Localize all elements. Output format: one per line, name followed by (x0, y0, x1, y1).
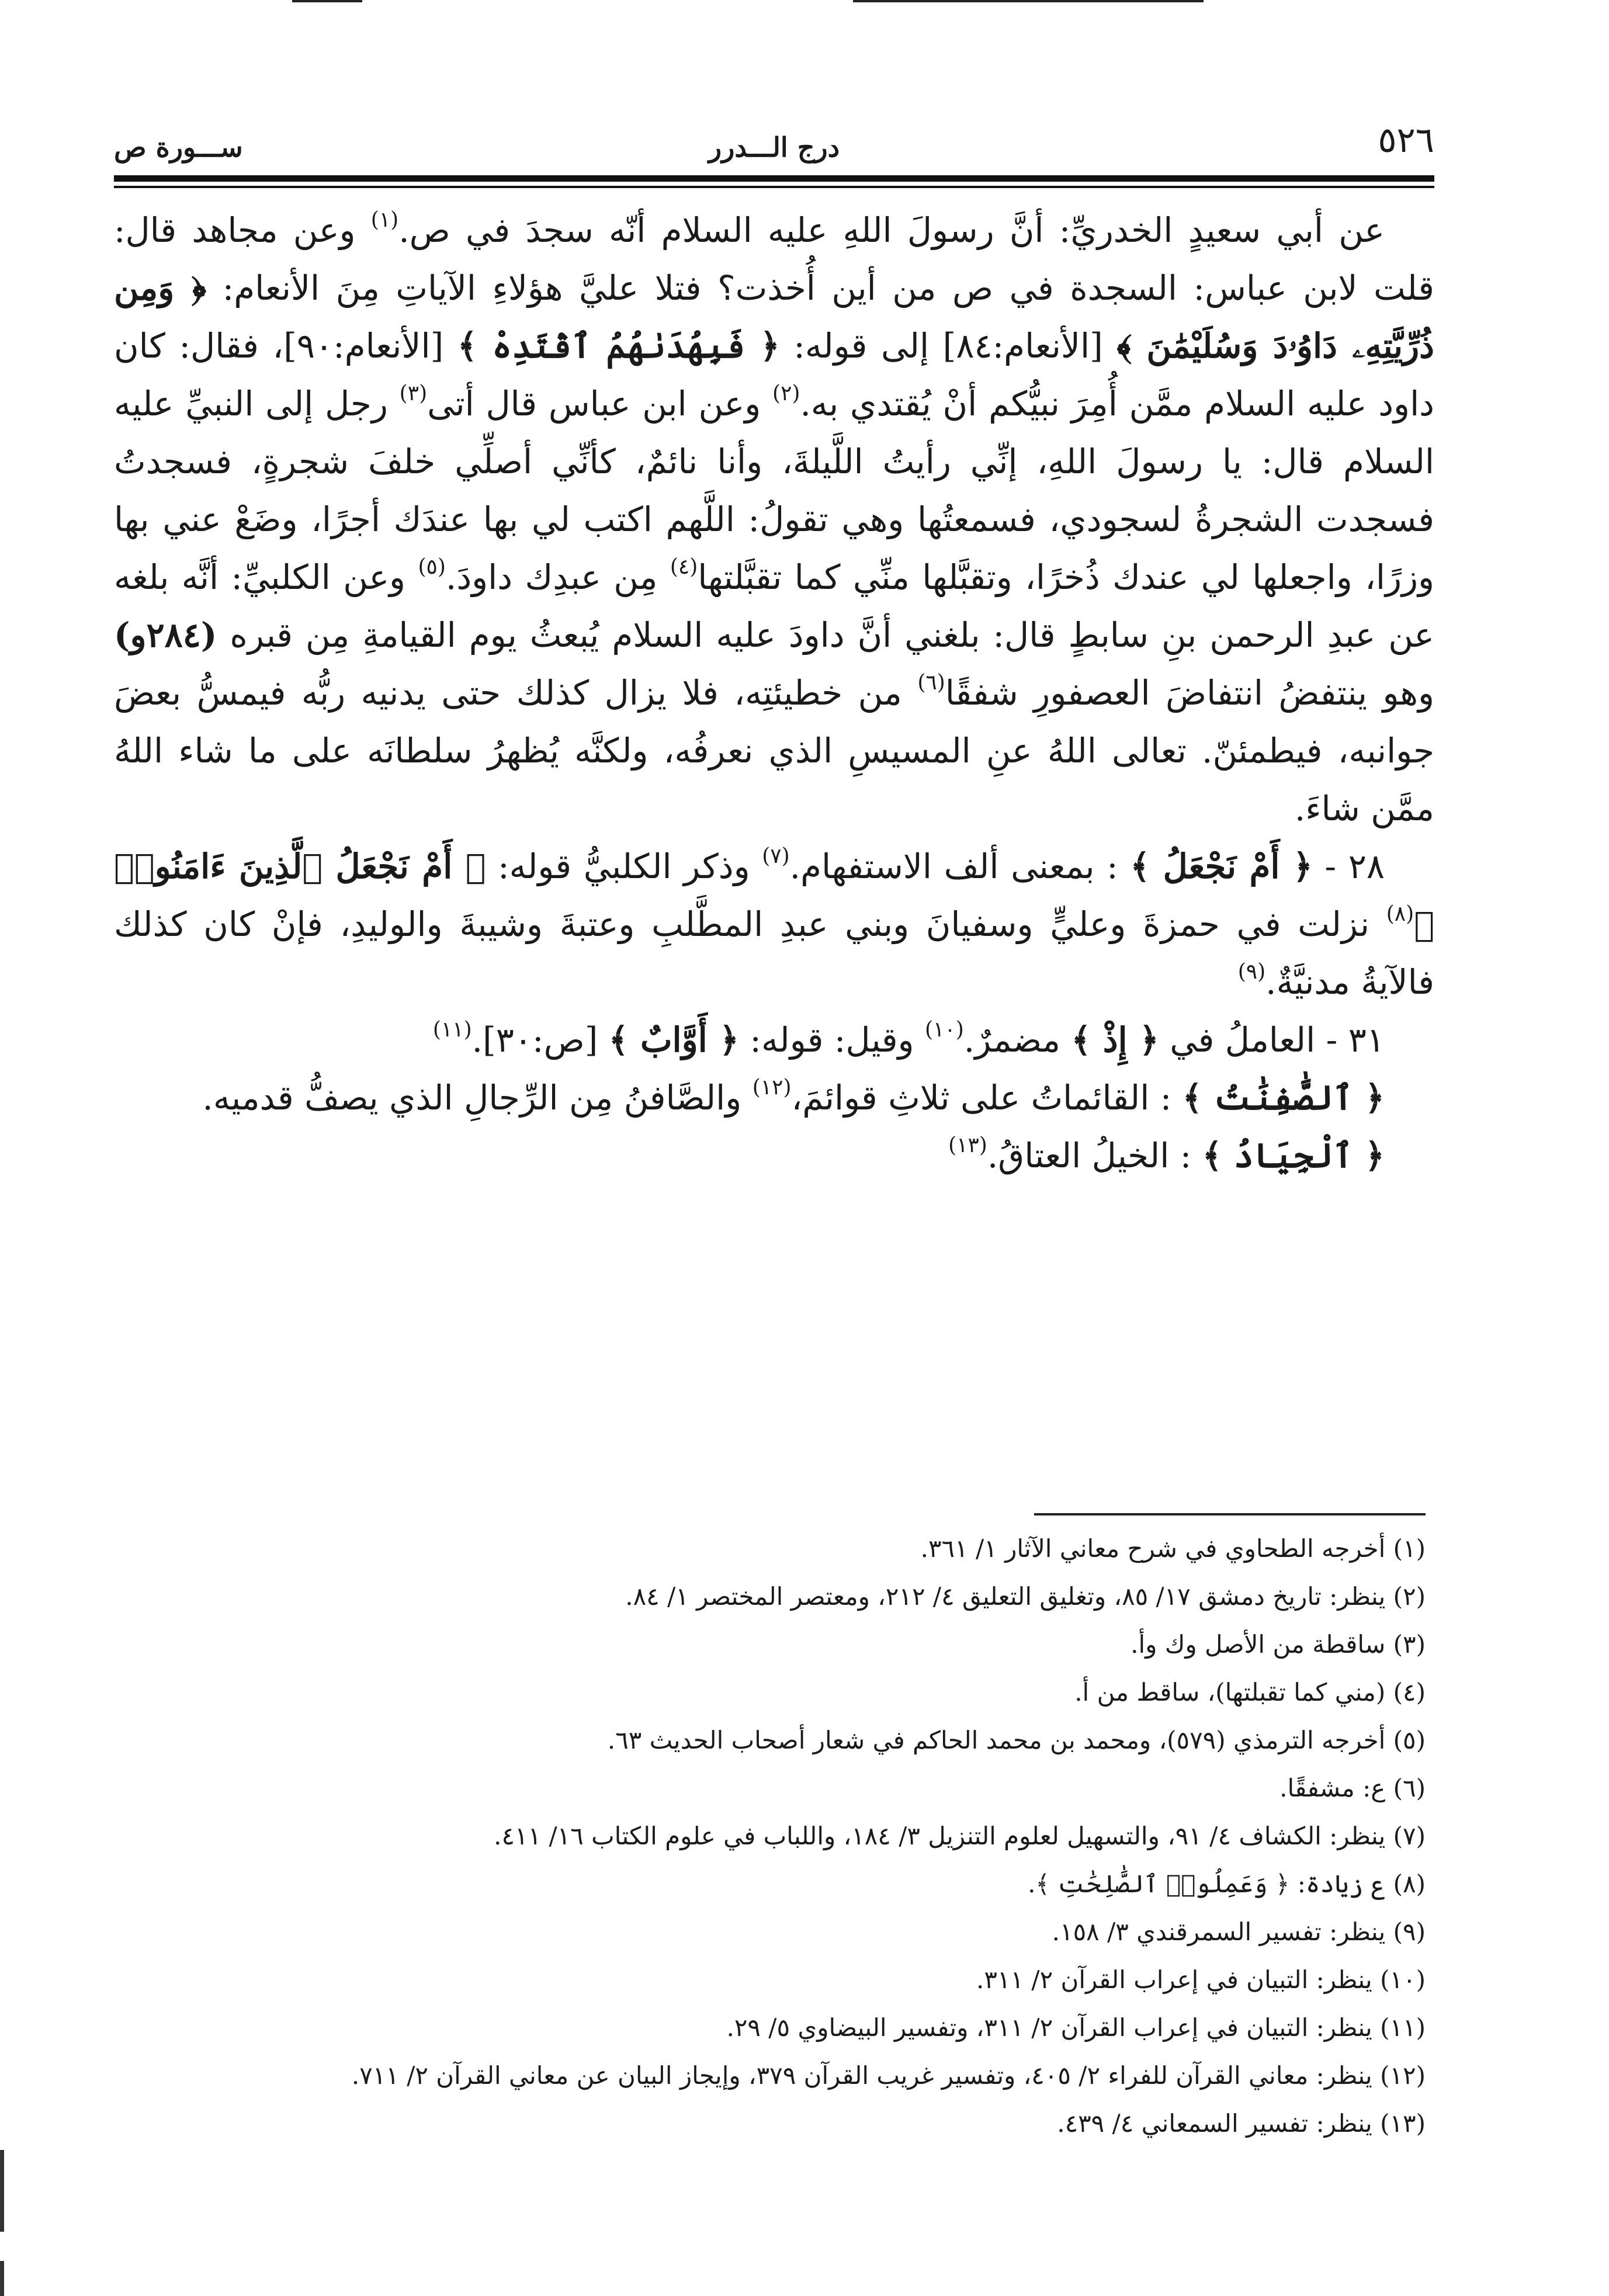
scan-edge-mark (0, 2261, 4, 2296)
footnote: (٨) ع زيادة: ﴿ وَعَمِلُوا۟ ٱلصَّٰلِحَٰتِ ﴾. (1028, 1870, 1426, 1898)
footnote-ref: (٢) (772, 381, 800, 405)
surah-name: ســـورة ص (114, 131, 243, 163)
footnote: (٦) ع: مشفقًا. (1279, 1774, 1426, 1802)
quran-verse: ﴿ أَمْ نَجْعَلُ ﴾ (1130, 847, 1313, 886)
paragraph-verse-28: ٢٨ - ﴿ أَمْ نَجْعَلُ ﴾ : بمعنى ألف الاستفهام.$^{(٧)}$ وذكر الكلبيُّ قوله: ﴿ أَمْ نَجْعَلُ ٱلَّذِينَ ءَامَنُوا۟ ﴾$^{(٨)}$ نزلت في حمزةَ وعليٍّ وسفيانَ وبني عبدِ المطَّلبِ وعتبةَ وشيبةَ والوليدِ، فإنْ كان كذلك فالآيةُ مدنيَّةٌ.$^{(٩)}$ (114, 844, 1434, 1002)
footnote-ref: (٦) (917, 671, 945, 695)
footnote: (٥) أخرجه الترمذي (٥٧٩)، ومحمد بن محمد الحاكم في شعار أصحاب الحديث ٦٣. (607, 1726, 1426, 1754)
paragraph-sajda: عن أبي سعيدٍ الخدريِّ: أنَّ رسولَ اللهِ عليه السلام أنّه سجدَ في ص.$^{(١)}$ وعن مجاهد قال: قلت لابن عباس: السجدة في ص من أين أُخذت؟ فتلا عليَّ هؤلاءِ الآياتِ مِنَ الأنعام: ﴿ وَمِن ذُرِّيَّتِهِۦ دَاوُۥدَ وَسُلَيْمَٰنَ ﴾ [الأنعام:٨٤] إلى قوله: ﴿ فَبِهُدَىٰهُمُ ٱقْتَدِهْ ﴾ [الأنعام:٩٠]، فقال: كان داود عليه السلام ممَّن أُمِرَ نبيُّكم أنْ يُقتدي به.$^{(٢)}$ وعن ابن عباس قال أتى$^{(٣)}$ رجل إلى النبيِّ عليه السلام قال: يا رسولَ اللهِ، إنِّي رأيتُ اللَّيلةَ، وأنا نائمٌ، كأنِّي أصلِّي خلفَ شجرةٍ، فسجدتُ فسجدت الشجرةُ لسجودي، فسمعتُها وهي تقولُ: اللَّهم اكتب لي بها عندَك أجرًا، وضَعْ عني بها وزرًا، واجعلها لي عندك ذُخرًا، وتقبَّلها منِّي كما تقبَّلتها$^{(٤)}$ مِن عبدِك داودَ.$^{(٥)}$ وعن الكلبيِّ: أنَّه بلغه عن عبدِ الرحمن بنِ سابطٍ قال: بلغني أنَّ داودَ عليه السلام يُبعثُ يوم القيامةِ مِن قبره (٢٨٤و) وهو ينتفضُ انتفاضَ العصفورِ شفقًا$^{(٦)}$ من خطيئتِه، فلا يزال كذلك حتى يدنيه ربُّه فيمسُّ بعضَ جوانبه، فيطمئنّ. تعالى اللهُ عنِ المسيسِ الذي نعرفُه، ولكنَّه يُظهرُ سلطانَه على ما شاء اللهُ ممَّن شاءَ. (114, 208, 1435, 828)
footnote: (٧) ينظر: الكشاف ٤/ ٩١، والتسهيل لعلوم التنزيل ٣/ ١٨٤، واللباب في علوم الكتاب ١٦/ ٤١١. (494, 1822, 1426, 1850)
footnote-ref: (٥) (418, 555, 446, 579)
header-rule-thick (114, 175, 1434, 182)
footnote-ref: (٣) (399, 381, 428, 405)
footnote-ref: (١٣) (948, 1133, 987, 1157)
scan-edge-mark (0, 2150, 4, 2232)
footnote-ref: (٧) (762, 844, 790, 868)
paragraph-verse-31: ٣١ - العاملُ في ﴿ إِذْ ﴾ مضمرٌ.$^{(١٠)}$ وقيل: قوله: ﴿ أَوَّابٌ ﴾ [ص:٣٠].$^{(١١)}$ (432, 1018, 1385, 1060)
quran-verse: ﴿ إِذْ ﴾ (1071, 1020, 1159, 1060)
quran-verse: ﴿ فَبِهُدَىٰهُمُ ٱقْتَدِهْ ﴾ (457, 326, 780, 366)
running-header (114, 120, 1434, 175)
book-title: درج الـــدرر (708, 131, 840, 163)
footnote-ref: (٩) (1237, 960, 1266, 984)
scan-edge-mark (292, 0, 362, 2)
header-rule-thin (114, 186, 1434, 188)
quran-verse: ﴿ ٱلْجِيَادُ ﴾ (1202, 1136, 1385, 1175)
scan-edge-mark (853, 0, 1204, 2)
quran-verse: ﴿ أَوَّابٌ ﴾ (608, 1020, 739, 1060)
footnote: (١٢) ينظر: معاني القرآن للفراء ٢/ ٤٠٥، وتفسير غريب القرآن ٣٧٩، وإيجاز البيان عن معاني القرآن ٢/ ٧١١. (351, 2061, 1426, 2090)
quran-verse: ﴿ ٱلصَّٰفِنَٰتُ ﴾ (1182, 1078, 1385, 1118)
footnote-ref: (١١) (432, 1018, 472, 1042)
quran-verse: ﴿ وَمِن ذُرِّيَّتِهِۦ دَاوُۥدَ وَسُلَيْمَٰنَ ﴾ (114, 268, 1434, 366)
footnote-ref: (١) (370, 208, 399, 232)
footnote: (١٣) ينظر: تفسير السمعاني ٤/ ٤٣٩. (1057, 2109, 1426, 2138)
footnote-separator (1034, 1513, 1426, 1515)
footnote: (٩) ينظر: تفسير السمرقندي ٣/ ١٥٨. (1052, 1917, 1426, 1946)
paragraph-safinat: ﴿ ٱلصَّٰفِنَٰتُ ﴾ : القائماتُ على ثلاثِ قوائمَ،$^{(١٢)}$ والصَّافنُ مِن الرِّجالِ الذي يصفُّ قدميه. (202, 1076, 1385, 1118)
footnote: (١١) ينظر: التبيان في إعراب القرآن ٢/ ٣١١، وتفسير البيضاوي ٥/ ٢٩. (726, 2013, 1426, 2042)
paragraph-jiyad: ﴿ ٱلْجِيَادُ ﴾ : الخيلُ العتاقُ.$^{(١٣)}$ (948, 1133, 1385, 1175)
footnote: (٤) (مني كما تقبلتها)، ساقط من أ. (1074, 1678, 1426, 1707)
footnotes (114, 1525, 1426, 2148)
footnote-ref: (٤) (670, 555, 698, 579)
footnote: (٣) ساقطة من الأصل وك وأ. (1131, 1630, 1426, 1659)
page-number: ٥٢٦ (1378, 120, 1434, 161)
quran-verse: ﴿ أَمْ نَجْعَلُ ٱلَّذِينَ ءَامَنُوا۟ ﴾ (114, 847, 1434, 944)
footnote: (٢) ينظر: تاريخ دمشق ١٧/ ٨٥، وتغليق التعليق ٤/ ٢١٢، ومعتصر المختصر ١/ ٨٤. (625, 1582, 1426, 1611)
footnote: (١) أخرجه الطحاوي في شرح معاني الآثار ١/ ٣٦١. (920, 1534, 1426, 1563)
footnote-ref: (٨) (1386, 902, 1414, 926)
main-text (114, 202, 1434, 1185)
footnote-ref: (١٢) (752, 1076, 792, 1100)
folio-marker: (٢٨٤و) (114, 615, 217, 655)
footnote-ref: (١٠) (925, 1018, 964, 1042)
footnote: (١٠) ينظر: التبيان في إعراب القرآن ٢/ ٣١١. (976, 1965, 1426, 1994)
